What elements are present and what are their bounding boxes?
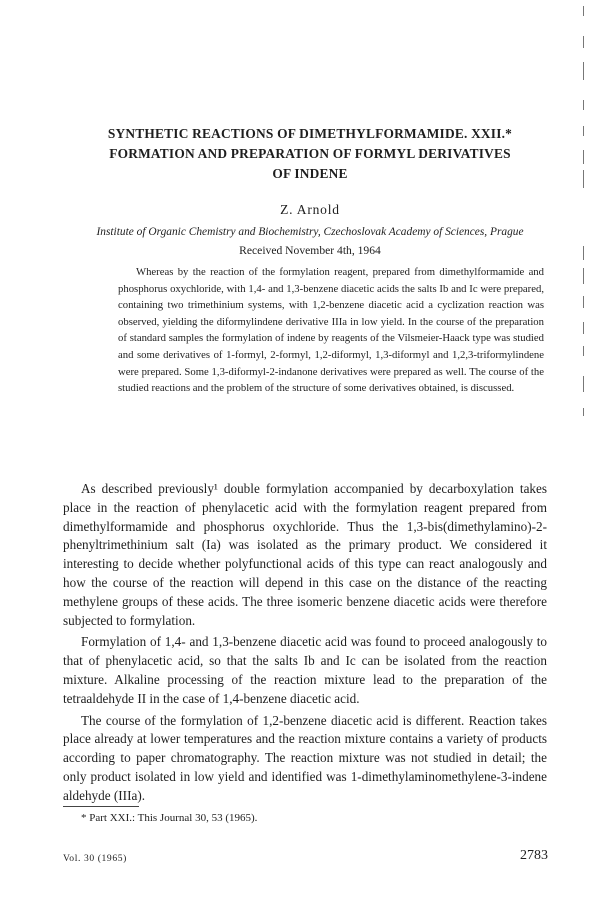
article-title: [60, 124, 560, 184]
footnote: * Part XXI.: This Journal 30, 53 (1965).: [81, 812, 258, 824]
scan-margin-mark: [583, 322, 584, 334]
scan-margin-mark: [583, 170, 584, 188]
scan-margin-mark: [583, 126, 584, 136]
scan-margin-mark: [583, 376, 584, 392]
scan-margin-mark: [583, 408, 584, 416]
volume-label: Vol. 30 (1965): [63, 853, 127, 864]
page-number: 2783: [520, 848, 548, 863]
author-affiliation: Institute of Organic Chemistry and Biochemistry, Czechoslovak Academy of Sciences, Prague: [96, 226, 524, 238]
title-line-1: SYNTHETIC REACTIONS OF DIMETHYLFORMAMIDE. XXII.*: [107, 126, 513, 141]
scan-margin-mark: [583, 6, 584, 16]
scan-margin-mark: [583, 346, 584, 356]
body-paragraph-2: Formylation of 1,4- and 1,3-benzene diacetic acid was found to proceed analogously to that of phenylacetic acid, so that the salts Ib and Ic can be isolated from the reaction mixture. Alkaline processing of the reaction mixture lead to the preparation of the tetraaldehyde II in the case of 1,4-benzene diacetic acid.: [63, 634, 547, 706]
body-paragraph-1: As described previously¹ double formylation accompanied by decarboxylation takes place in the reaction of phenylacetic acid with the formylation reagent prepared from dimethylformamide and phosphorus oxychloride. Thus the 1,3-bis(dimethylamino)-2-phenyltrimethinium salt (Ia) was isolated as the primary product. We considered it interesting to decide whether polyfunctional acids of this type can react analogously and how the course of the reaction will depend in this case on the distance of the reacting methylene groups of these acids. The three isomeric benzene diacetic acids were therefore subjected to formylation.: [63, 481, 547, 628]
scan-margin-mark: [583, 36, 584, 48]
scan-margin-mark: [583, 246, 584, 260]
body-paragraph-3: The course of the formylation of 1,2-benzene diacetic acid is different. Reaction takes place already at lower temperatures and the reaction mixture contains a variety of products according to paper chromatography. The reaction mixture was not studied in detail; the only product isolated in low yield and identified was 1-dimethylaminomethylene-3-indene aldehyde (IIIa).: [63, 712, 547, 803]
scan-margin-mark: [583, 100, 584, 110]
footnote-divider: [63, 806, 139, 807]
scan-margin-mark: [583, 296, 584, 308]
article-body: [63, 480, 547, 809]
author-name: Z. Arnold: [280, 202, 340, 217]
title-line-2: FORMATION AND PREPARATION OF FORMYL DERIVATIVES: [109, 146, 511, 161]
scan-margin-mark: [583, 150, 584, 164]
received-date: Received November 4th, 1964: [239, 244, 381, 257]
title-line-3: OF INDENE: [272, 166, 348, 181]
scan-margin-mark: [583, 62, 584, 80]
scan-margin-mark: [583, 268, 584, 284]
abstract: Whereas by the reaction of the formylation reagent, prepared from dimethylformamide and phosphorus oxychloride, with 1,4- and 1,3-benzene diacetic acids the salts Ib and Ic were prepared, containing two trimethinium systems, with 1,2-benzene diacetic acid a cyclization reaction was observed, yielding the diformylindene derivative IIIa in low yield. In the course of the preparation of standard samples the formylation of indene by reagents of the Vilsmeier-Haack type was studied and some derivatives of 1-formyl, 2-formyl, 1,2-diformyl, 1,3-diformyl and 1,2,3-triformylindene were prepared. Some 1,3-diformyl-2-indanone derivatives were prepared as well. The course of the studied reactions and the problem of the structure of some derivatives obtained, is discussed.: [118, 266, 544, 395]
